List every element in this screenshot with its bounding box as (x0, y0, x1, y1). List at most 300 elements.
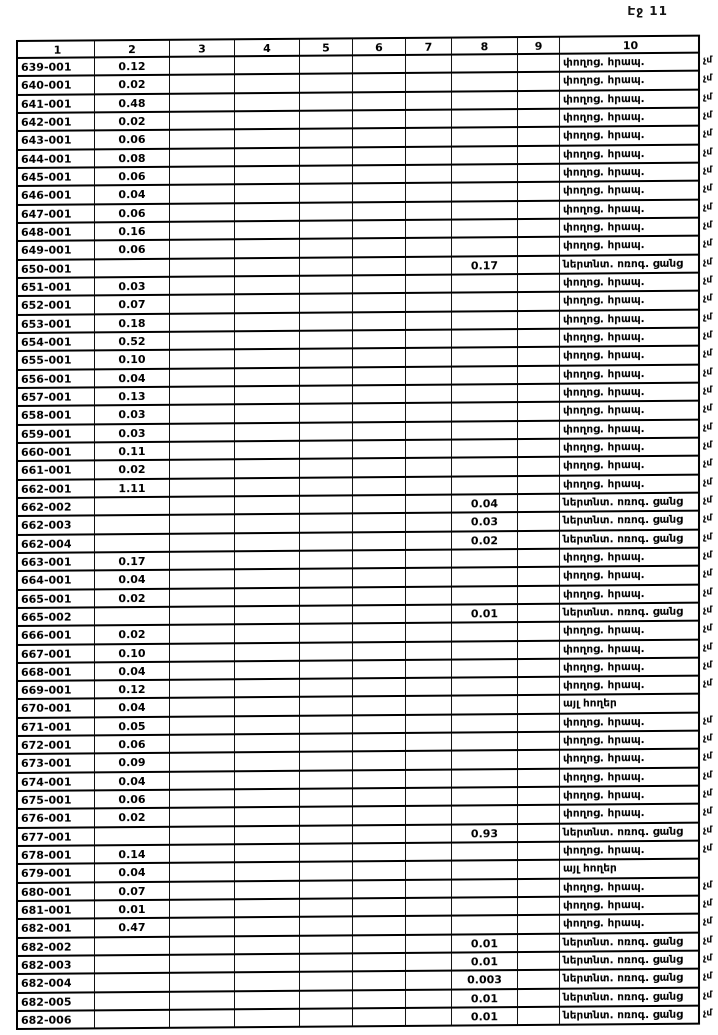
cell-col2: 0.07 (95, 883, 170, 902)
cell-col1: 641-001 (16, 95, 95, 114)
table-body (16, 53, 718, 1030)
cell-col6 (353, 184, 406, 203)
cell-col1: 656-001 (16, 370, 95, 389)
cell-col6 (353, 386, 406, 405)
cell-col10: ներտնտ. ոռոգ. ցանց (560, 255, 700, 274)
cell-col9 (518, 165, 560, 184)
cell-col9 (518, 568, 560, 587)
cell-col9 (518, 330, 560, 349)
cell-col10: փողոց. հրապ. (560, 127, 700, 146)
cell-col7 (406, 440, 452, 459)
cell-col4 (235, 790, 300, 809)
cell-col8 (452, 147, 518, 166)
cell-col5 (300, 496, 353, 515)
cell-col5 (300, 166, 353, 185)
cell-col3 (170, 900, 235, 919)
cell-col9 (518, 55, 560, 74)
cell-col1: 673-001 (16, 755, 95, 774)
cell-col8: 0.01 (452, 1008, 518, 1027)
cell-col2 (95, 1011, 170, 1030)
cell-col4 (235, 478, 300, 497)
cell-col1: 682-002 (16, 938, 95, 957)
cell-col10: փողոց. հրապ. (560, 384, 700, 403)
cell-col1: 662-002 (16, 498, 95, 517)
cell-col7 (406, 697, 452, 716)
margin-note: չմ (703, 990, 713, 1001)
cell-col2: 0.11 (95, 443, 170, 462)
cell-col7 (406, 587, 452, 606)
cell-col9 (518, 201, 560, 220)
cell-col7 (406, 550, 452, 569)
cell-col4 (235, 625, 300, 644)
cell-col7 (406, 56, 452, 75)
cell-col3 (170, 992, 235, 1011)
cell-col9 (518, 275, 560, 294)
cell-col7 (406, 532, 452, 551)
cell-col2 (95, 974, 170, 993)
cell-col5 (300, 588, 353, 607)
cell-col1: 655-001 (16, 352, 95, 371)
cell-col5 (300, 661, 353, 680)
cell-col2: 0.12 (95, 58, 170, 77)
margin-note: չմ (703, 422, 713, 433)
cell-col8 (452, 458, 518, 477)
cell-col6 (353, 166, 406, 185)
cell-col6 (353, 606, 406, 625)
cell-col7 (406, 862, 452, 881)
cell-col4 (235, 863, 300, 882)
cell-col8 (452, 385, 518, 404)
cell-col9 (518, 971, 560, 990)
cell-col10: փողոց. հրապ. (560, 420, 700, 439)
cell-col9 (518, 715, 560, 734)
cell-col6 (353, 459, 406, 478)
cell-col3 (170, 314, 235, 333)
margin-note: չմ (703, 348, 713, 359)
cell-col10: փողոց. հրապ. (560, 750, 700, 769)
cell-col8: 0.01 (452, 953, 518, 972)
cell-col3 (170, 754, 235, 773)
cell-col4 (235, 552, 300, 571)
cell-col4 (235, 845, 300, 864)
cell-col6 (353, 716, 406, 735)
cell-col8 (452, 861, 518, 880)
cell-col1: 682-005 (16, 993, 95, 1012)
cell-col7 (406, 1009, 452, 1028)
column-header-10: 10 (560, 35, 700, 55)
cell-col3 (170, 241, 235, 260)
cell-col1: 648-001 (16, 223, 95, 242)
cell-col5 (300, 478, 353, 497)
cell-col3 (170, 845, 235, 864)
cell-col9 (518, 256, 560, 275)
margin-note: չմ (703, 898, 713, 909)
cell-col5 (300, 789, 353, 808)
cell-col9 (518, 898, 560, 917)
cell-col3 (170, 259, 235, 278)
cell-col7 (406, 92, 452, 111)
cell-col2: 0.06 (95, 168, 170, 187)
cell-col9 (518, 513, 560, 532)
cell-col5 (300, 221, 353, 240)
cell-col7 (406, 166, 452, 185)
cell-col3 (170, 570, 235, 589)
cell-col1: 665-002 (16, 608, 95, 627)
cell-col8 (452, 330, 518, 349)
cell-col8 (452, 697, 518, 716)
cell-col4 (235, 240, 300, 259)
cell-col6 (353, 441, 406, 460)
cell-col1: 661-001 (16, 462, 95, 481)
cell-col5 (300, 368, 353, 387)
cell-col6 (353, 111, 406, 130)
cell-col3 (170, 827, 235, 846)
cell-col8 (452, 568, 518, 587)
margin-note: չմ (703, 513, 713, 524)
cell-col8 (452, 788, 518, 807)
cell-col8 (452, 348, 518, 367)
cell-col3 (170, 149, 235, 168)
cell-col4 (235, 387, 300, 406)
cell-col9 (518, 458, 560, 477)
margin-note: չմ (703, 165, 713, 176)
cell-col9 (518, 861, 560, 880)
cell-col10: ներտնտ. ոռոգ. ցանց (560, 530, 700, 549)
cell-col3 (170, 680, 235, 699)
cell-col4 (235, 753, 300, 772)
margin-note: չմ (703, 367, 713, 378)
cell-col8 (452, 165, 518, 184)
column-header-4: 4 (235, 38, 300, 58)
cell-col5 (300, 386, 353, 405)
cell-col1: 644-001 (16, 150, 95, 169)
cell-col6 (353, 404, 406, 423)
margin-note: չմ (703, 532, 713, 543)
column-header-3: 3 (170, 38, 235, 58)
cell-col2: 0.02 (95, 809, 170, 828)
cell-col4 (235, 900, 300, 919)
cell-col6 (353, 239, 406, 258)
cell-col1: 678-001 (16, 846, 95, 865)
cell-col10: փողոց. հրապ. (560, 310, 700, 329)
cell-col3 (170, 112, 235, 131)
cell-col6 (353, 129, 406, 148)
cell-col10: փողոց. հրապ. (560, 329, 700, 348)
cell-col9 (518, 421, 560, 440)
cell-col10: փողոց. հրապ. (560, 658, 700, 677)
cell-col5 (300, 771, 353, 790)
cell-col10: ներտնտ. ոռոգ. ցանց (560, 1007, 700, 1026)
cell-col6 (353, 697, 406, 716)
margin-note: չմ (703, 568, 713, 579)
cell-col8 (452, 642, 518, 661)
cell-col9 (518, 660, 560, 679)
margin-note: չմ (703, 183, 713, 194)
cell-col8 (452, 880, 518, 899)
cell-col10: փողոց. հրապ. (560, 237, 700, 256)
cell-col8 (452, 715, 518, 734)
cell-col3 (170, 296, 235, 315)
cell-col1: 681-001 (16, 901, 95, 920)
cell-col7 (406, 184, 452, 203)
cell-col3 (170, 625, 235, 644)
cell-col5 (300, 954, 353, 973)
cell-col4 (235, 588, 300, 607)
cell-col3 (170, 937, 235, 956)
cell-col4 (235, 607, 300, 626)
cell-col5 (300, 625, 353, 644)
margin-header-spacer (700, 34, 718, 53)
margin-note: չմ (703, 238, 713, 249)
cell-col3 (170, 204, 235, 223)
cell-col3 (170, 424, 235, 443)
cell-col8 (452, 733, 518, 752)
cell-col10: ներտնտ. ոռոգ. ցանց (560, 494, 700, 513)
cell-col7 (406, 789, 452, 808)
cell-col1: 666-001 (16, 627, 95, 646)
cell-col6 (353, 899, 406, 918)
cell-col9 (518, 403, 560, 422)
cell-col5 (300, 936, 353, 955)
cell-col4 (235, 167, 300, 186)
cell-col2: 0.06 (95, 204, 170, 223)
cell-col8 (452, 275, 518, 294)
cell-col5 (300, 808, 353, 827)
cell-col3 (170, 809, 235, 828)
cell-col3 (170, 94, 235, 113)
margin-note: չմ (703, 330, 713, 341)
cell-col9 (518, 1008, 560, 1027)
cell-col9 (518, 953, 560, 972)
cell-col3 (170, 387, 235, 406)
cell-col7 (406, 844, 452, 863)
cell-col4 (235, 368, 300, 387)
cell-col3 (170, 442, 235, 461)
cell-col3 (170, 552, 235, 571)
cell-col9 (518, 146, 560, 165)
cell-col4 (235, 497, 300, 516)
cell-col1: 662-001 (16, 480, 95, 499)
cell-col1: 643-001 (16, 132, 95, 151)
cell-col6 (353, 349, 406, 368)
cell-col10: ներտնտ. ոռոգ. ցանց (560, 970, 700, 989)
cell-col7 (406, 404, 452, 423)
cell-col3 (170, 406, 235, 425)
cell-col8: 0.17 (452, 257, 518, 276)
cell-col2: 0.02 (95, 76, 170, 95)
cell-col10: փողոց. հրապ. (560, 274, 700, 293)
margin-note: չմ (703, 495, 713, 506)
cell-col9 (518, 678, 560, 697)
cell-col2: 0.02 (95, 626, 170, 645)
cell-col10: ներտնտ. ոռոգ. ցանց (560, 952, 700, 971)
cell-col5 (300, 185, 353, 204)
cell-col4 (235, 918, 300, 937)
cell-col6 (353, 148, 406, 167)
cell-col2: 0.47 (95, 919, 170, 938)
cell-col2: 0.06 (95, 131, 170, 150)
cell-col2 (95, 608, 170, 627)
cell-col4 (235, 442, 300, 461)
cell-col10: փողոց. հրապ. (560, 347, 700, 366)
margin-note: չմ (703, 788, 713, 799)
cell-col2: 0.02 (95, 461, 170, 480)
cell-col2: 0.02 (95, 589, 170, 608)
cell-col3 (170, 497, 235, 516)
cell-col2: 0.06 (95, 736, 170, 755)
cell-col3 (170, 919, 235, 938)
cell-col9 (518, 385, 560, 404)
cell-col2: 0.04 (95, 663, 170, 682)
cell-col1: 659-001 (16, 425, 95, 444)
margin-note: չմ (703, 220, 713, 231)
cell-col8: 0.01 (452, 605, 518, 624)
cell-col2: 0.03 (95, 406, 170, 425)
cell-col8 (452, 367, 518, 386)
cell-col6 (353, 569, 406, 588)
cell-col8 (452, 403, 518, 422)
margin-note: չմ (703, 73, 713, 84)
cell-col10: փողոց. հրապ. (560, 439, 700, 458)
cell-col5 (300, 75, 353, 94)
cell-col1: 668-001 (16, 663, 95, 682)
cell-col8 (452, 587, 518, 606)
cell-col6 (353, 221, 406, 240)
cell-col9 (518, 366, 560, 385)
cell-col1: 672-001 (16, 737, 95, 756)
cell-col7 (406, 990, 452, 1009)
margin-note: չմ (703, 293, 713, 304)
cell-col4 (235, 112, 300, 131)
cell-col5 (300, 1009, 353, 1028)
cell-col5 (300, 826, 353, 845)
cell-col8 (452, 916, 518, 935)
cell-col8 (452, 678, 518, 697)
cell-col3 (170, 589, 235, 608)
margin-note: չմ (703, 715, 713, 726)
cell-col10: փողոց. հրապ. (560, 768, 700, 787)
cell-col1: 682-004 (16, 975, 95, 994)
cell-col5 (300, 460, 353, 479)
cell-col3 (170, 955, 235, 974)
cell-col10: փողոց. հրապ. (560, 878, 700, 897)
cell-col6 (353, 881, 406, 900)
cell-col10: փողոց. հրապ. (560, 585, 700, 604)
cell-col9 (518, 733, 560, 752)
cell-col2: 0.14 (95, 846, 170, 865)
column-header-7: 7 (406, 37, 452, 56)
cell-col10: փողոց. հրապ. (560, 457, 700, 476)
cell-col6 (353, 679, 406, 698)
cell-col1: 662-003 (16, 517, 95, 536)
cell-col4 (235, 258, 300, 277)
cell-col6 (353, 276, 406, 295)
margin-note: չմ (703, 733, 713, 744)
cell-col6 (353, 496, 406, 515)
cell-col9 (518, 550, 560, 569)
cell-col1: 682-006 (16, 1011, 95, 1030)
cell-col10: ներտնտ. ոռոգ. ցանց (560, 933, 700, 952)
cell-col10: փողոց. հրապ. (560, 219, 700, 238)
cell-col5 (300, 643, 353, 662)
cell-col6 (353, 1009, 406, 1028)
cell-col10: փողոց. հրապ. (560, 72, 700, 91)
cell-col4 (235, 295, 300, 314)
cell-col10: փողոց. հրապ. (560, 145, 700, 164)
margin-note: չմ (703, 458, 713, 469)
column-header-5: 5 (300, 37, 353, 56)
cell-col5 (300, 93, 353, 112)
cell-col4 (235, 130, 300, 149)
cell-col2: 0.16 (95, 223, 170, 242)
cell-col2 (95, 956, 170, 975)
cell-col5 (300, 56, 353, 75)
cell-col1: 660-001 (16, 443, 95, 462)
cell-col4 (235, 57, 300, 76)
cell-col3 (170, 57, 235, 76)
cell-col7 (406, 972, 452, 991)
cell-col4 (235, 772, 300, 791)
cell-col5 (300, 313, 353, 332)
cell-col4 (235, 882, 300, 901)
cell-col10: այլ հողեր (560, 860, 700, 879)
cell-col7 (406, 422, 452, 441)
cell-col6 (353, 74, 406, 93)
cell-col3 (170, 351, 235, 370)
cell-col7 (406, 330, 452, 349)
cell-col6 (353, 56, 406, 75)
cell-col5 (300, 680, 353, 699)
cell-col10: փողոց. հրապ. (560, 54, 700, 73)
cell-col8 (452, 238, 518, 257)
cell-col5 (300, 570, 353, 589)
cell-col2: 0.10 (95, 351, 170, 370)
cell-col1: 640-001 (16, 77, 95, 96)
cell-col10: փողոց. հրապ. (560, 109, 700, 128)
cell-col2: 0.02 (95, 113, 170, 132)
cell-col7 (406, 679, 452, 698)
cell-col1: 658-001 (16, 407, 95, 426)
cell-col10: փողոց. հրապ. (560, 805, 700, 824)
cell-col6 (353, 203, 406, 222)
cell-col7 (406, 294, 452, 313)
cell-col9 (518, 220, 560, 239)
cell-col6 (353, 258, 406, 277)
cell-col4 (235, 827, 300, 846)
cell-col1: 646-001 (16, 187, 95, 206)
cell-col7 (406, 129, 452, 148)
cell-col8 (452, 623, 518, 642)
cell-col2: 0.01 (95, 901, 170, 920)
margin-note: չմ (703, 128, 713, 139)
cell-col2 (95, 516, 170, 535)
cell-col4 (235, 222, 300, 241)
cell-col1: 671-001 (16, 718, 95, 737)
cell-col8 (452, 202, 518, 221)
cell-col4 (235, 1010, 300, 1029)
cell-col9 (518, 440, 560, 459)
cell-col8: 0.01 (452, 935, 518, 954)
cell-col10: ներտնտ. ոռոգ. ցանց (560, 512, 700, 531)
cell-col6 (353, 807, 406, 826)
cell-col5 (300, 130, 353, 149)
margin-note: չմ (703, 880, 713, 891)
cell-col5 (300, 240, 353, 259)
margin-note: չմ (703, 385, 713, 396)
cell-col2: 0.48 (95, 94, 170, 113)
cell-col2 (95, 534, 170, 553)
cell-col8 (452, 128, 518, 147)
